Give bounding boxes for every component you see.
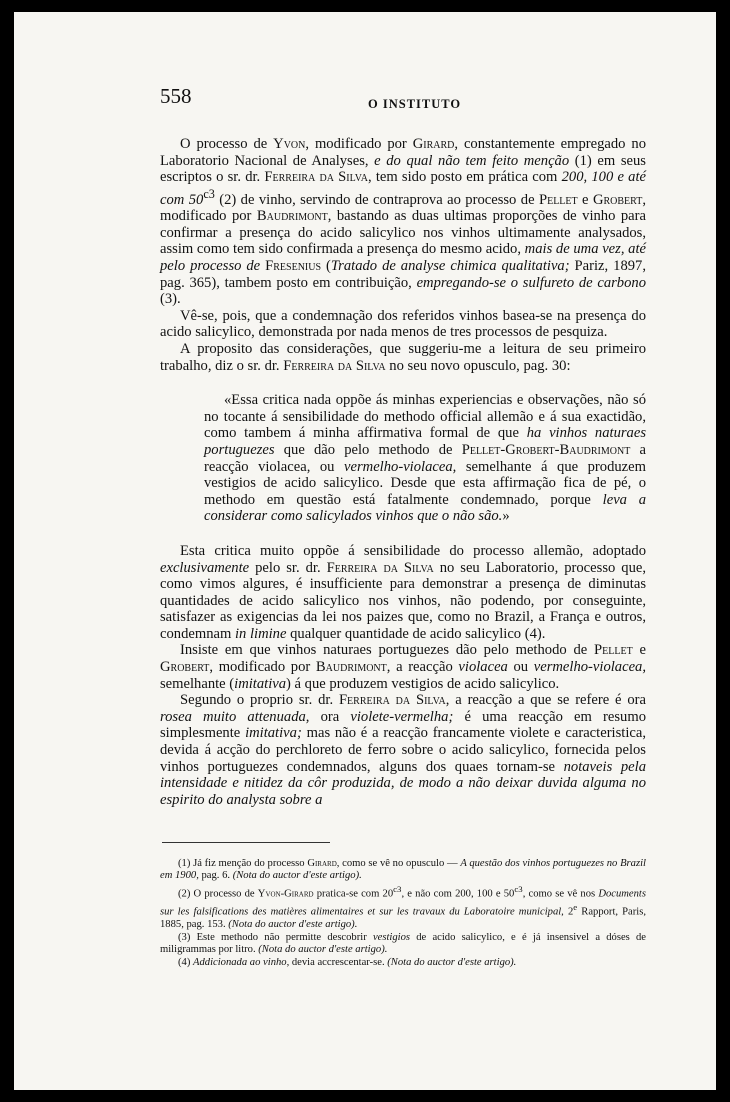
text-run: empregando-se o sulfureto de carbono xyxy=(416,274,646,291)
footnote xyxy=(160,932,646,956)
text-run: pratica-se com 20 xyxy=(313,888,394,900)
text-run: Yvon-Girard xyxy=(257,888,314,900)
text-run: c3 xyxy=(203,186,215,201)
footnotes xyxy=(160,858,646,971)
paragraph xyxy=(160,543,646,643)
text-run: , tem sido posto em prática com xyxy=(367,169,562,186)
book-page xyxy=(14,12,716,1090)
text-run: no seu Laboratorio, processo que, como vimos algures, é insufficiente para demonstrar a presença de diminutas quantidades de acido salicylico nos vinhos, não podendo, por conseguinte, satisfazer as exigencias da lei nos paizes que, como no Brazil, a França e outros, condemnam xyxy=(160,559,646,642)
text-run: , bastando as duas ultimas proporções de vinho para confirmar a presença do acido salicylico nos vinhos ultimamente analysados, assim como tem sido confirmada a presença do mesmo acido, xyxy=(160,208,646,258)
text-run: ( xyxy=(321,258,331,275)
main-text xyxy=(160,136,646,808)
text-run: mas não é a reacção francamente violete e caracteristica, devida á acção do perchloreto de ferro sobre o acido salicylico, fornecida pelos vinhos portuguezes condemnados, alguns dos quaes tornam-se xyxy=(160,725,646,775)
paragraph xyxy=(160,692,646,808)
text-run: mais de uma vez, até pelo processo de xyxy=(160,241,646,275)
text-run: ) á que produzem vestigios de acido salicylico. xyxy=(286,675,560,692)
paragraph xyxy=(160,136,646,308)
text-run: Insiste em que vinhos naturaes portuguezes dão pelo methodo de xyxy=(180,642,595,659)
text-run: Girard xyxy=(307,858,337,869)
text-run: Esta critica muito oppõe á sensibilidade do processo allemão, adoptado xyxy=(180,542,646,559)
text-run: ora xyxy=(309,708,351,725)
footnote xyxy=(160,957,646,969)
text-run: pelo sr. dr. xyxy=(249,559,327,576)
text-run: violete-vermelha; xyxy=(350,708,454,725)
text-run: que dão pelo methodo de xyxy=(274,441,462,458)
text-run: Ferreira da Silva xyxy=(338,692,446,709)
text-run: in limine xyxy=(234,625,287,642)
text-run: (Nota do auctor d'este artigo). xyxy=(387,957,517,969)
paragraph xyxy=(160,642,646,692)
text-run: exclusivamente xyxy=(160,559,250,576)
text-run: ou xyxy=(507,659,534,676)
text-run: a reacção violacea, ou xyxy=(204,441,646,475)
text-run: imitativa; xyxy=(245,725,302,742)
text-run: c3 xyxy=(393,884,402,895)
text-run: notaveis pela intensidade e nitidez da côr produzida, de modo a não deixar duvida alguma no espirito do analysta sobre a xyxy=(160,758,646,808)
text-run: c3 xyxy=(514,884,523,895)
text-run: Baudrimont xyxy=(315,659,387,676)
text-run: e xyxy=(632,642,646,659)
text-run: de acido salicylico, e é já insensivel a dóses de miligrammas por litro. xyxy=(160,932,646,956)
text-run: vestigios xyxy=(372,932,411,944)
text-run: , a reacção xyxy=(386,659,459,676)
text-run: semelhante ( xyxy=(160,675,235,692)
text-run: Ferreira da Silva xyxy=(264,169,368,186)
text-run: Pellet xyxy=(594,642,633,659)
text-run: , constantemente empregado no Laboratorio Nacional de Analyses, xyxy=(160,136,646,169)
text-run: e xyxy=(573,902,578,913)
text-run: Addicionada ao vinho, xyxy=(193,957,290,969)
text-run: violacea xyxy=(458,659,508,676)
text-run: , a reacção a que se refere é ora xyxy=(445,692,647,709)
text-run: Vê-se, pois, que a condemnação dos referidos vinhos basea-se na presença do acido salicylico, demonstrada por nada menos de tres processos de pesquiza. xyxy=(160,307,646,341)
text-run: , como se vê nos xyxy=(522,888,599,900)
text-run: (3) Este methodo não permitte descobrir xyxy=(178,932,373,944)
text-run: (3). xyxy=(160,291,181,308)
text-run: rosea muito attenuada, xyxy=(160,708,310,725)
text-run: qualquer quantidade de acido salicylico (4). xyxy=(286,625,546,642)
paragraph xyxy=(160,341,646,374)
text-run: «Essa critica nada oppõe ás minhas experiencias e observações, não só no tocante á sensibilidade do methodo official allemão e á sua exactidão, como tambem á minha affirmativa formal de que xyxy=(204,392,646,442)
text-run: 2 xyxy=(563,906,574,918)
footnote-divider xyxy=(162,842,330,843)
text-run: imitativa xyxy=(234,675,287,692)
paragraph xyxy=(160,308,646,341)
text-run: é uma reacção em resumo simplesmente xyxy=(160,708,646,742)
text-run: (Nota do auctor d'este artigo). xyxy=(258,944,388,956)
text-run: (Nota do auctor d'este artigo). xyxy=(232,870,362,882)
text-run: 200, 100 e até com 50 xyxy=(160,169,646,208)
text-run: pag. 6. xyxy=(198,870,233,882)
text-run: vermelho-violacea, xyxy=(344,458,457,475)
footnote xyxy=(160,883,646,931)
text-run: Ferreira da Silva xyxy=(283,357,386,374)
text-run: ha vinhos naturaes portuguezes xyxy=(204,425,646,458)
text-run: Yvon xyxy=(273,136,306,152)
footnote xyxy=(160,858,646,882)
text-run: Pellet xyxy=(538,191,578,208)
text-run: A proposito das considerações, que suggeriu-me a leitura de seu primeiro trabalho, diz o sr. dr. xyxy=(160,340,646,374)
block-quote xyxy=(204,392,646,525)
text-run: e xyxy=(577,191,593,208)
text-run: e do qual não tem feito menção xyxy=(374,152,570,169)
text-run: , modificado por xyxy=(160,191,646,225)
text-run: Grobert xyxy=(160,659,210,676)
text-run: Pariz, 1897, pag. 365), tambem posto em contribuição, xyxy=(160,258,646,291)
text-run: (1) Já fiz menção do processo xyxy=(178,858,308,869)
text-run: vermelho-violacea, xyxy=(533,659,646,676)
text-run: devia accrescentar-se. xyxy=(289,957,388,969)
text-run: Grobert xyxy=(592,191,643,208)
text-run: (2) de vinho, servindo de contraprova ao processo de xyxy=(214,191,539,208)
text-run: leva a considerar como salicylados vinhos que o não são. xyxy=(204,491,646,525)
text-run: Ferreira da Silva xyxy=(326,559,434,576)
text-run: Baudrimont xyxy=(256,208,328,225)
text-run: Fresenius xyxy=(265,258,322,275)
text-run: semelhante á que produzem vestigios de acido salicylico. Desde que esta affirmação fica de pé, o methodo em questão está fatalmente condemnado, porque xyxy=(204,458,646,508)
text-run: (Nota do auctor d'este artigo). xyxy=(228,918,358,930)
text-run: Documents sur les falsifications des matières alimentaires et sur les travaux du Laboratoire municipal, xyxy=(160,888,646,918)
text-run: » xyxy=(502,508,510,525)
text-run: , e não com 200, 100 e 50 xyxy=(401,888,515,900)
text-run: (2) O processo de xyxy=(178,888,258,900)
text-run: Rapport, Paris, 1885, pag. 153. xyxy=(160,906,646,930)
text-run: (4) xyxy=(178,957,194,969)
text-run: Pellet-Grobert-Baudrimont xyxy=(461,441,631,458)
page-number: 558 xyxy=(160,84,192,108)
text-run: Tratado de analyse chimica qualitativa; xyxy=(330,258,570,275)
text-run: O processo de xyxy=(180,136,274,152)
text-run: , modificado por xyxy=(305,136,413,152)
text-run: , como se vê no opusculo — xyxy=(336,858,461,869)
text-run: (1) em seus escriptos o sr. dr. xyxy=(160,152,646,186)
running-head: O INSTITUTO xyxy=(368,97,462,111)
text-run: Girard xyxy=(412,136,455,152)
text-run: , modificado por xyxy=(209,659,316,676)
text-run: Segundo o proprio sr. dr. xyxy=(180,692,339,709)
text-run: no seu novo opusculo, pag. 30: xyxy=(385,357,571,374)
text-run: A questão dos vinhos portuguezes no Brazil em 1900, xyxy=(160,858,646,882)
